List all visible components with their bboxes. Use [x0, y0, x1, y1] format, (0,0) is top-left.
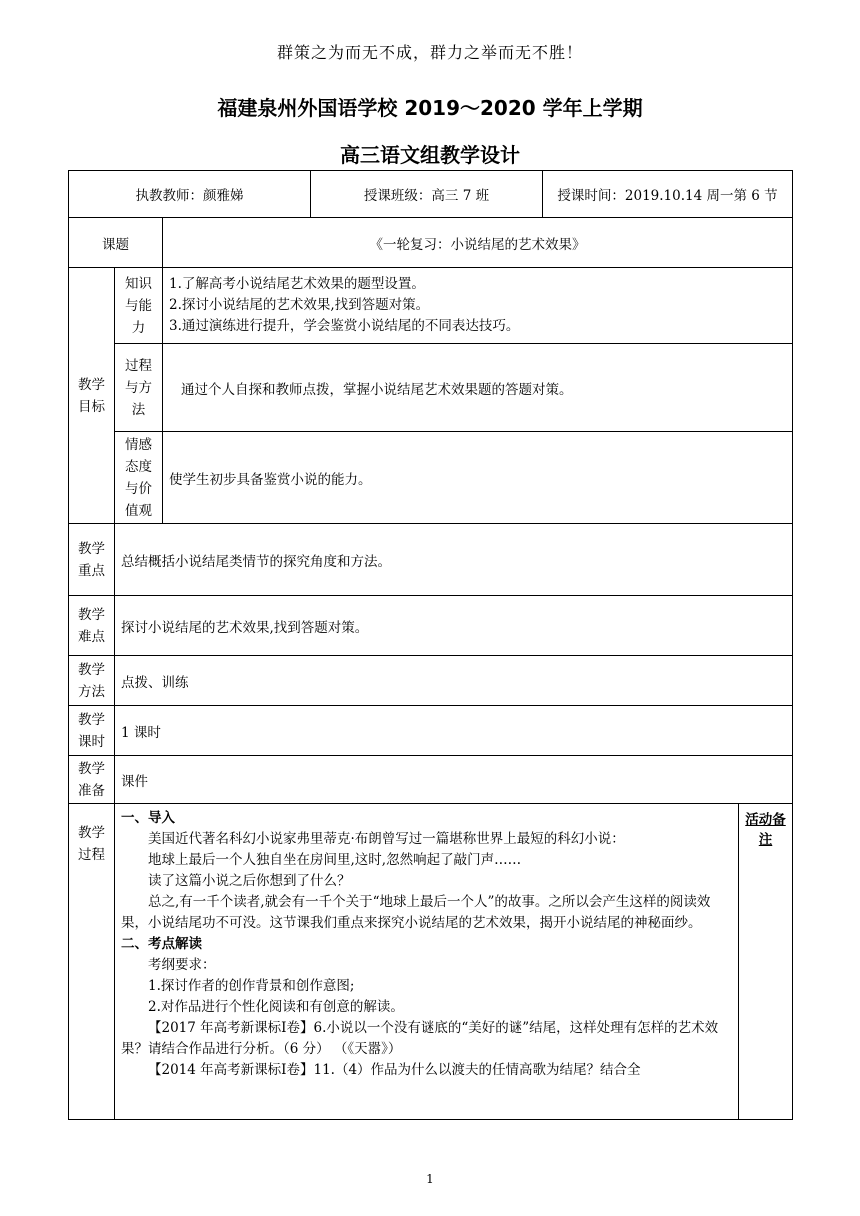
prep-label-text: 教学准备 [78, 760, 105, 799]
knowledge-line: 2.探讨小说结尾的艺术效果,找到答题对策。 [169, 297, 430, 313]
knowledge-label-text: 知识与能力 [125, 275, 152, 336]
process-content: 通过个人自探和教师点拨，掌握小说结尾艺术效果题的答题对策。 [163, 344, 793, 432]
focus-row [69, 524, 793, 596]
info-row [69, 171, 793, 218]
paragraph: 总之,有一千个读者,就会有一千个关于“地球上最后一个人”的故事。之所以会产生这样的阅读效果，小说结尾功不可没。这节课我们重点来探究小说结尾的艺术效果，揭开小说结尾的神秘面纱。 [121, 894, 711, 931]
method-label [69, 656, 115, 706]
hours-label [69, 706, 115, 756]
difficulty-row [69, 596, 793, 656]
method-label-text: 教学方法 [78, 661, 105, 700]
page-subtitle: 高三语文组教学设计 [340, 143, 520, 167]
process-label-text: 过程与方法 [125, 357, 152, 418]
hours-value: 1 课时 [115, 706, 793, 756]
time-cell: 授课时间：2019.10.14 周一第 6 节 [543, 171, 793, 218]
procedure-label [69, 804, 115, 1120]
goal-emotion-row [69, 432, 793, 524]
goals-label-text: 教学目标 [78, 376, 105, 415]
topic-value: 《一轮复习：小说结尾的艺术效果》 [163, 218, 793, 268]
hours-row [69, 706, 793, 756]
process-label [115, 344, 163, 432]
prep-label [69, 756, 115, 804]
focus-label [69, 524, 115, 596]
procedure-label-text: 教学过程 [78, 825, 105, 863]
knowledge-line: 1.了解高考小说结尾艺术效果的题型设置。 [169, 276, 425, 292]
prep-value: 课件 [115, 756, 793, 804]
paragraph: 2.对作品进行个性化阅读和有创意的解读。 [148, 999, 404, 1015]
knowledge-line: 3.通过演练进行提升，学会鉴赏小说结尾的不同表达技巧。 [169, 318, 520, 334]
goals-label [69, 268, 115, 524]
goal-knowledge-row [69, 268, 793, 344]
procedure-content [115, 804, 739, 1120]
knowledge-label [115, 268, 163, 344]
paragraph: 考纲要求： [148, 957, 216, 973]
difficulty-value: 探讨小说结尾的艺术效果,找到答题对策。 [115, 596, 793, 656]
teacher-cell: 执教教师：颜雅娣 [69, 171, 311, 218]
page-title: 福建泉州外国语学校 2019～2020 学年上学期 [217, 96, 643, 120]
paragraph: 1.探讨作者的创作背景和创作意图; [148, 978, 355, 994]
prep-row [69, 756, 793, 804]
paragraph: 美国近代著名科幻小说家弗里蒂克·布朗曾写过一篇堪称世界上最短的科幻小说： [148, 831, 625, 847]
class-cell: 授课班级：高三 7 班 [311, 171, 543, 218]
paragraph: 【2017 年高考新课标Ⅰ卷】6.小说以一个没有谜底的“美好的谜”结尾，这样处理有怎样的艺术效果？请结合作品进行分析。（6 分） （《天嚣》） [121, 1020, 719, 1057]
procedure-row [69, 804, 793, 1120]
section-heading: 一、导入 [121, 810, 175, 826]
difficulty-label-text: 教学难点 [78, 606, 105, 645]
method-value: 点拨、训练 [115, 656, 793, 706]
paragraph: 地球上最后一个人独自坐在房间里,这时,忽然响起了敲门声…… [148, 852, 522, 868]
section-heading: 二、考点解读 [121, 936, 202, 952]
lesson-plan-table [68, 170, 793, 1120]
emotion-label [115, 432, 163, 524]
focus-label-text: 教学重点 [78, 540, 105, 579]
activity-notes-header: 活动备注 [739, 804, 793, 1120]
motto: 群策之为而无不成，群力之举而无不胜！ [276, 43, 583, 62]
paragraph: 【2014 年高考新课标Ⅰ卷】11.（4）作品为什么以渡夫的任情高歌为结尾？结合全 [148, 1062, 641, 1078]
method-row [69, 656, 793, 706]
emotion-content: 使学生初步具备鉴赏小说的能力。 [163, 432, 793, 524]
topic-row [69, 218, 793, 268]
difficulty-label [69, 596, 115, 656]
topic-label: 课题 [69, 218, 163, 268]
paragraph: 读了这篇小说之后你想到了什么？ [148, 873, 351, 889]
focus-value: 总结概括小说结尾类情节的探究角度和方法。 [115, 524, 793, 596]
emotion-label-text: 情感态度与价值观 [125, 436, 152, 519]
goal-process-row [69, 344, 793, 432]
page-number: 1 [426, 1172, 434, 1186]
knowledge-content [163, 268, 793, 344]
hours-label-text: 教学课时 [78, 711, 105, 750]
